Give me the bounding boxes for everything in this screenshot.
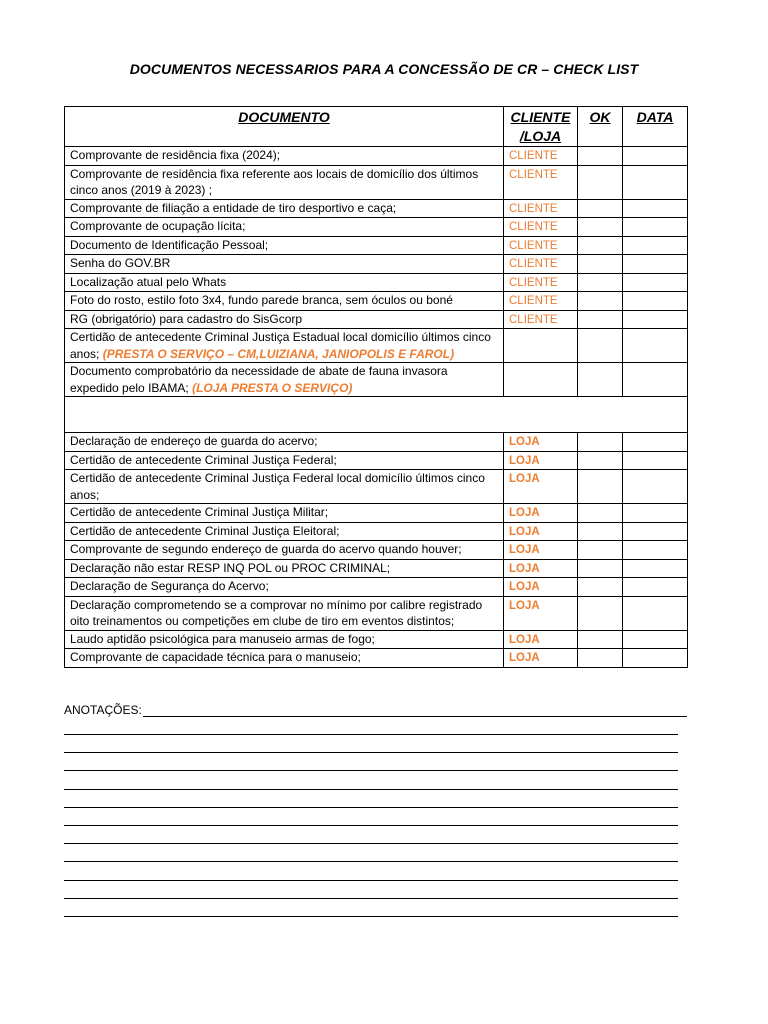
responsible-cell [504,236,578,255]
document-text: Comprovante de segundo endereço de guarda do acervo quando houver; [70,542,462,556]
document-text: Declaração de Segurança do Acervo; [70,579,269,593]
checklist-table [64,106,688,668]
responsible-cell [504,522,578,541]
document-cell [65,433,504,452]
document-cell [65,218,504,237]
ok-checkbox-cell[interactable] [578,630,623,649]
notes-line[interactable] [143,705,687,717]
document-cell [65,165,504,199]
document-text: Certidão de antecedente Criminal Justiça Eleitoral; [70,523,340,538]
responsible-cell [504,255,578,274]
document-text: Declaração de endereço de guarda do acervo; [70,434,318,448]
table-row [65,165,688,199]
document-cell [65,470,504,504]
responsible-cell [504,147,578,166]
ok-checkbox-cell[interactable] [578,504,623,523]
document-text: Comprovante de residência fixa referente aos locais de domicílio dos últimos cinco anos (2019 à 2023) ; [70,166,479,197]
date-cell[interactable] [623,504,688,523]
cliente-label: CLIENTE [509,258,558,270]
loja-label: LOJA [509,562,540,575]
date-cell[interactable] [623,292,688,311]
document-text: Documento comprobatório da necessidade de abate de fauna invasora expedido pelo IBAMA; [70,364,448,395]
date-cell[interactable] [623,541,688,560]
ok-checkbox-cell[interactable] [578,218,623,237]
date-cell[interactable] [623,218,688,237]
loja-label: LOJA [509,525,540,538]
document-cell [65,649,504,668]
ok-checkbox-cell[interactable] [578,310,623,329]
document-text: Comprovante de residência fixa (2024); [70,148,281,162]
table-row [65,310,688,329]
table-row [65,433,688,452]
ok-checkbox-cell[interactable] [578,363,623,397]
blank-separator-row [65,397,688,433]
document-text: Comprovante de ocupação lícita; [70,219,246,233]
document-cell [65,522,504,541]
responsible-cell [504,649,578,668]
table-row [65,470,688,504]
date-cell[interactable] [623,470,688,504]
table-header-row [65,107,688,147]
responsible-cell [504,596,578,630]
document-text: Certidão de antecedente Criminal Justiça Federal local domicílio últimos cinco anos; [70,471,485,502]
ok-checkbox-cell[interactable] [578,541,623,560]
header-document: DOCUMENTO [65,107,504,147]
date-cell[interactable] [623,255,688,274]
ok-checkbox-cell[interactable] [578,470,623,504]
date-cell[interactable] [623,559,688,578]
loja-label: LOJA [509,633,540,646]
cliente-label: CLIENTE [509,295,558,307]
date-cell[interactable] [623,310,688,329]
ok-checkbox-cell[interactable] [578,199,623,218]
cliente-label: CLIENTE [509,276,558,289]
cliente-label: CLIENTE [509,313,558,326]
responsible-cell [504,559,578,578]
document-text: Documento de Identificação Pessoal; [70,237,269,252]
service-note: (PRESTA O SERVIÇO – CM,LUIZIANA, JANIOPOLIS E FAROL) [102,346,455,361]
document-cell [65,292,504,311]
responsible-cell [504,541,578,560]
table-row [65,199,688,218]
ok-checkbox-cell[interactable] [578,596,623,630]
header-ok: OK [578,107,623,147]
notes-line[interactable] [64,843,678,844]
responsible-cell [504,329,578,363]
header-data: DATA [623,107,688,147]
notes-line[interactable] [64,789,678,790]
date-cell[interactable] [623,522,688,541]
table-row [65,147,688,166]
table-row [65,451,688,470]
responsible-cell [504,578,578,597]
document-text: RG (obrigatório) para cadastro do SisGcorp [70,311,303,326]
document-cell [65,255,504,274]
document-cell [65,236,504,255]
loja-label: LOJA [509,454,540,467]
loja-label: LOJA [509,544,540,556]
notes-line[interactable] [64,898,678,899]
responsible-cell [504,630,578,649]
date-cell[interactable] [623,433,688,452]
responsible-cell [504,504,578,523]
responsible-cell [504,273,578,292]
table-row [65,236,688,255]
ok-checkbox-cell[interactable] [578,649,623,668]
date-cell[interactable] [623,165,688,199]
document-cell [65,199,504,218]
notes-line[interactable] [64,807,678,808]
responsible-cell [504,470,578,504]
ok-checkbox-cell[interactable] [578,451,623,470]
document-text: Localização atual pelo Whats [70,274,227,289]
notes-line[interactable] [64,880,678,881]
table-row [65,218,688,237]
document-cell [65,329,504,363]
document-cell [65,273,504,292]
ok-checkbox-cell[interactable] [578,578,623,597]
document-cell [65,451,504,470]
date-cell[interactable] [623,596,688,630]
notes-line[interactable] [64,861,678,862]
document-text: Declaração comprometendo se a comprovar no mínimo por calibre registrado oito treinamentos ou competições em clube de tiro em eventos distintos; [70,597,483,628]
loja-label: LOJA [509,436,540,448]
blank-cell [65,397,688,433]
table-row [65,504,688,523]
header-cliente-loja: CLIENTE /LOJA [504,107,578,147]
document-cell [65,578,504,597]
loja-label: LOJA [509,581,540,593]
table-row [65,578,688,597]
document-text: Declaração não estar RESP INQ POL ou PROC CRIMINAL; [70,560,391,575]
table-row [65,273,688,292]
date-cell[interactable] [623,329,688,363]
notes-section [64,703,687,917]
document-cell [65,596,504,630]
ok-checkbox-cell[interactable] [578,165,623,199]
responsible-cell [504,363,578,397]
document-title: DOCUMENTOS NECESSARIOS PARA A CONCESSÃO DE CR – CHECK LIST [129,61,639,77]
table-row [65,255,688,274]
date-cell[interactable] [623,236,688,255]
document-cell [65,363,504,397]
ok-checkbox-cell[interactable] [578,329,623,363]
table-row [65,329,688,363]
service-note: (LOJA PRESTA O SERVIÇO) [192,380,353,395]
ok-checkbox-cell[interactable] [578,273,623,292]
date-cell[interactable] [623,630,688,649]
table-row [65,559,688,578]
document-cell [65,541,504,560]
table-row [65,292,688,311]
document-text: Certidão de antecedente Criminal Justiça Militar; [70,505,329,519]
document-cell [65,630,504,649]
document-text: Senha do GOV.BR [70,256,171,270]
table-row [65,596,688,630]
responsible-cell [504,199,578,218]
notes-line[interactable] [64,770,678,771]
ok-checkbox-cell[interactable] [578,255,623,274]
responsible-cell [504,292,578,311]
notes-line[interactable] [64,825,678,826]
ok-checkbox-cell[interactable] [578,147,623,166]
date-cell[interactable] [623,451,688,470]
table-row [65,541,688,560]
table-row [65,522,688,541]
cliente-label: CLIENTE [509,221,558,233]
cliente-label: CLIENTE [509,202,558,215]
table-row [65,630,688,649]
date-cell[interactable] [623,578,688,597]
document-text: Certidão de antecedente Criminal Justiça Estadual local domicílio últimos cinco anos; [70,330,491,361]
cliente-label: CLIENTE [509,150,558,162]
notes-line[interactable] [64,752,678,753]
ok-checkbox-cell[interactable] [578,522,623,541]
ok-checkbox-cell[interactable] [578,559,623,578]
responsible-cell [504,310,578,329]
document-cell [65,504,504,523]
document-text: Comprovante de filiação a entidade de tiro desportivo e caça; [70,200,397,215]
document-cell [65,147,504,166]
responsible-cell [504,451,578,470]
table-row [65,649,688,668]
cliente-label: CLIENTE [509,168,558,181]
responsible-cell [504,165,578,199]
loja-label: LOJA [509,473,540,485]
notes-label: ANOTAÇÕES: [64,703,142,717]
notes-line[interactable] [64,734,678,735]
responsible-cell [504,433,578,452]
loja-label: LOJA [509,599,540,612]
ok-checkbox-cell[interactable] [578,433,623,452]
document-text: Foto do rosto, estilo foto 3x4, fundo parede branca, sem óculos ou boné [70,293,453,307]
date-cell[interactable] [623,273,688,292]
document-cell [65,559,504,578]
document-text: Laudo aptidão psicológica para manuseio armas de fogo; [70,631,375,646]
date-cell[interactable] [623,649,688,668]
loja-label: LOJA [509,507,540,519]
cliente-label: CLIENTE [509,239,558,252]
date-cell[interactable] [623,363,688,397]
document-text: Certidão de antecedente Criminal Justiça Federal; [70,452,337,467]
ok-checkbox-cell[interactable] [578,292,623,311]
ok-checkbox-cell[interactable] [578,236,623,255]
date-cell[interactable] [623,147,688,166]
loja-label: LOJA [509,652,540,664]
document-cell [65,310,504,329]
document-text: Comprovante de capacidade técnica para o manuseio; [70,650,361,664]
date-cell[interactable] [623,199,688,218]
responsible-cell [504,218,578,237]
notes-line[interactable] [64,916,678,917]
table-row [65,363,688,397]
